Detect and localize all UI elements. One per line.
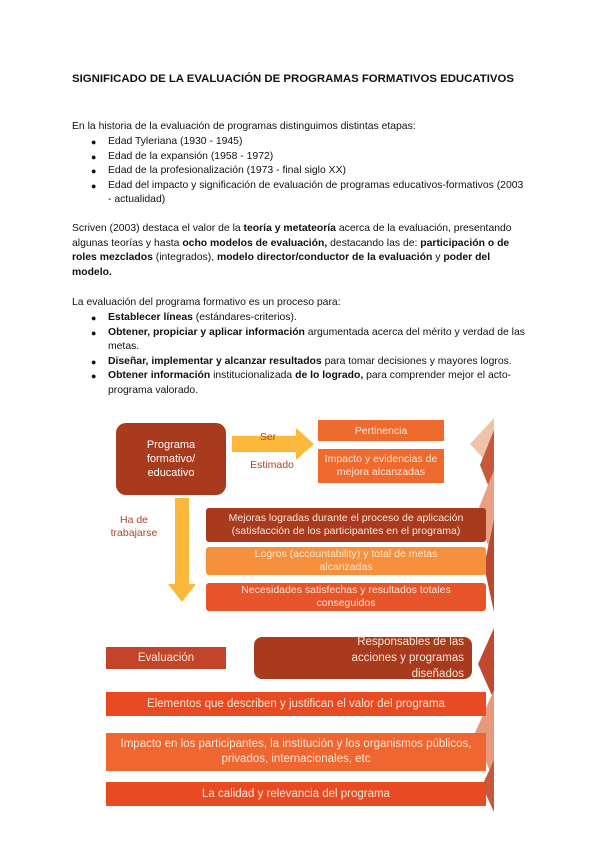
programa-box: Programa formativo/ educativo [116, 423, 226, 495]
mejoras-box: Mejoras logradas durante el proceso de aplicación (satisfacción de los participantes en el programa) [206, 508, 486, 542]
calidad-box: La calidad y relevancia del programa [106, 782, 486, 806]
list-item: ● Establecer líneas (estándares-criterios). [91, 312, 297, 323]
list-item: ● Obtener información institucionalizada de lo logrado, para comprender mejor el acto-programa valorado. [91, 370, 512, 396]
scriven-paragraph: Scriven (2003) destaca el valor de la teoría y metateoría acerca de la evaluación, presentando algunas teorías y hasta ocho modelos de evaluación, destacando las de: participación o de roles mezclados (integrados), modelo director/conductor de la evaluación y poder del modelo. [72, 223, 512, 278]
impacto-evidencias-box: Impacto y evidencias de mejora alcanzadas [318, 449, 444, 483]
proceso-intro: La evaluación del programa formativo es un proceso para: [72, 297, 341, 308]
list-item: ● Edad de la profesionalización (1973 - final siglo XX) [91, 165, 346, 176]
evaluacion-box: Evaluación [106, 647, 226, 669]
page-title: SIGNIFICADO DE LA EVALUACIÓN DE PROGRAMAS FORMATIVOS EDUCATIVOS [72, 73, 514, 85]
necesidades-box: Necesidades satisfechas y resultados totales conseguidos [206, 583, 486, 611]
logros-box: Logros (accountability) y total de metas alcanzadas [206, 547, 486, 575]
pertinencia-box: Pertinencia [318, 420, 444, 441]
list-item: ● Obtener, propiciar y aplicar información argumentada acerca del mérito y verdad de las metas. [91, 326, 525, 352]
responsables-box: Responsables de las acciones y programas diseñados [254, 637, 472, 679]
list-item: ● Edad Tyleriana (1930 - 1945) [91, 136, 243, 147]
impacto-participantes-box: Impacto en los participantes, la institución y los organismos públicos, privados, internacionales, etc [106, 733, 486, 771]
estimado-label: Estimado [250, 459, 294, 471]
ha-de-trabajarse-label: Ha de trabajarse [110, 514, 158, 539]
ser-label: Ser [259, 431, 277, 443]
arrow-down-shape [168, 498, 196, 602]
list-item: ● Diseñar, implementar y alcanzar resultados para tomar decisiones y mayores logros. [91, 355, 512, 367]
elementos-box: Elementos que describen y justifican el valor del programa [106, 692, 486, 716]
etapas-intro: En la historia de la evaluación de programas distinguimos distintas etapas: [72, 121, 416, 132]
list-item: ● Edad de la expansión (1958 - 1972) [91, 150, 274, 162]
list-item: ● Edad del impacto y significación de evaluación de programas educativos-formativos (2003 - actualidad) [91, 179, 524, 205]
